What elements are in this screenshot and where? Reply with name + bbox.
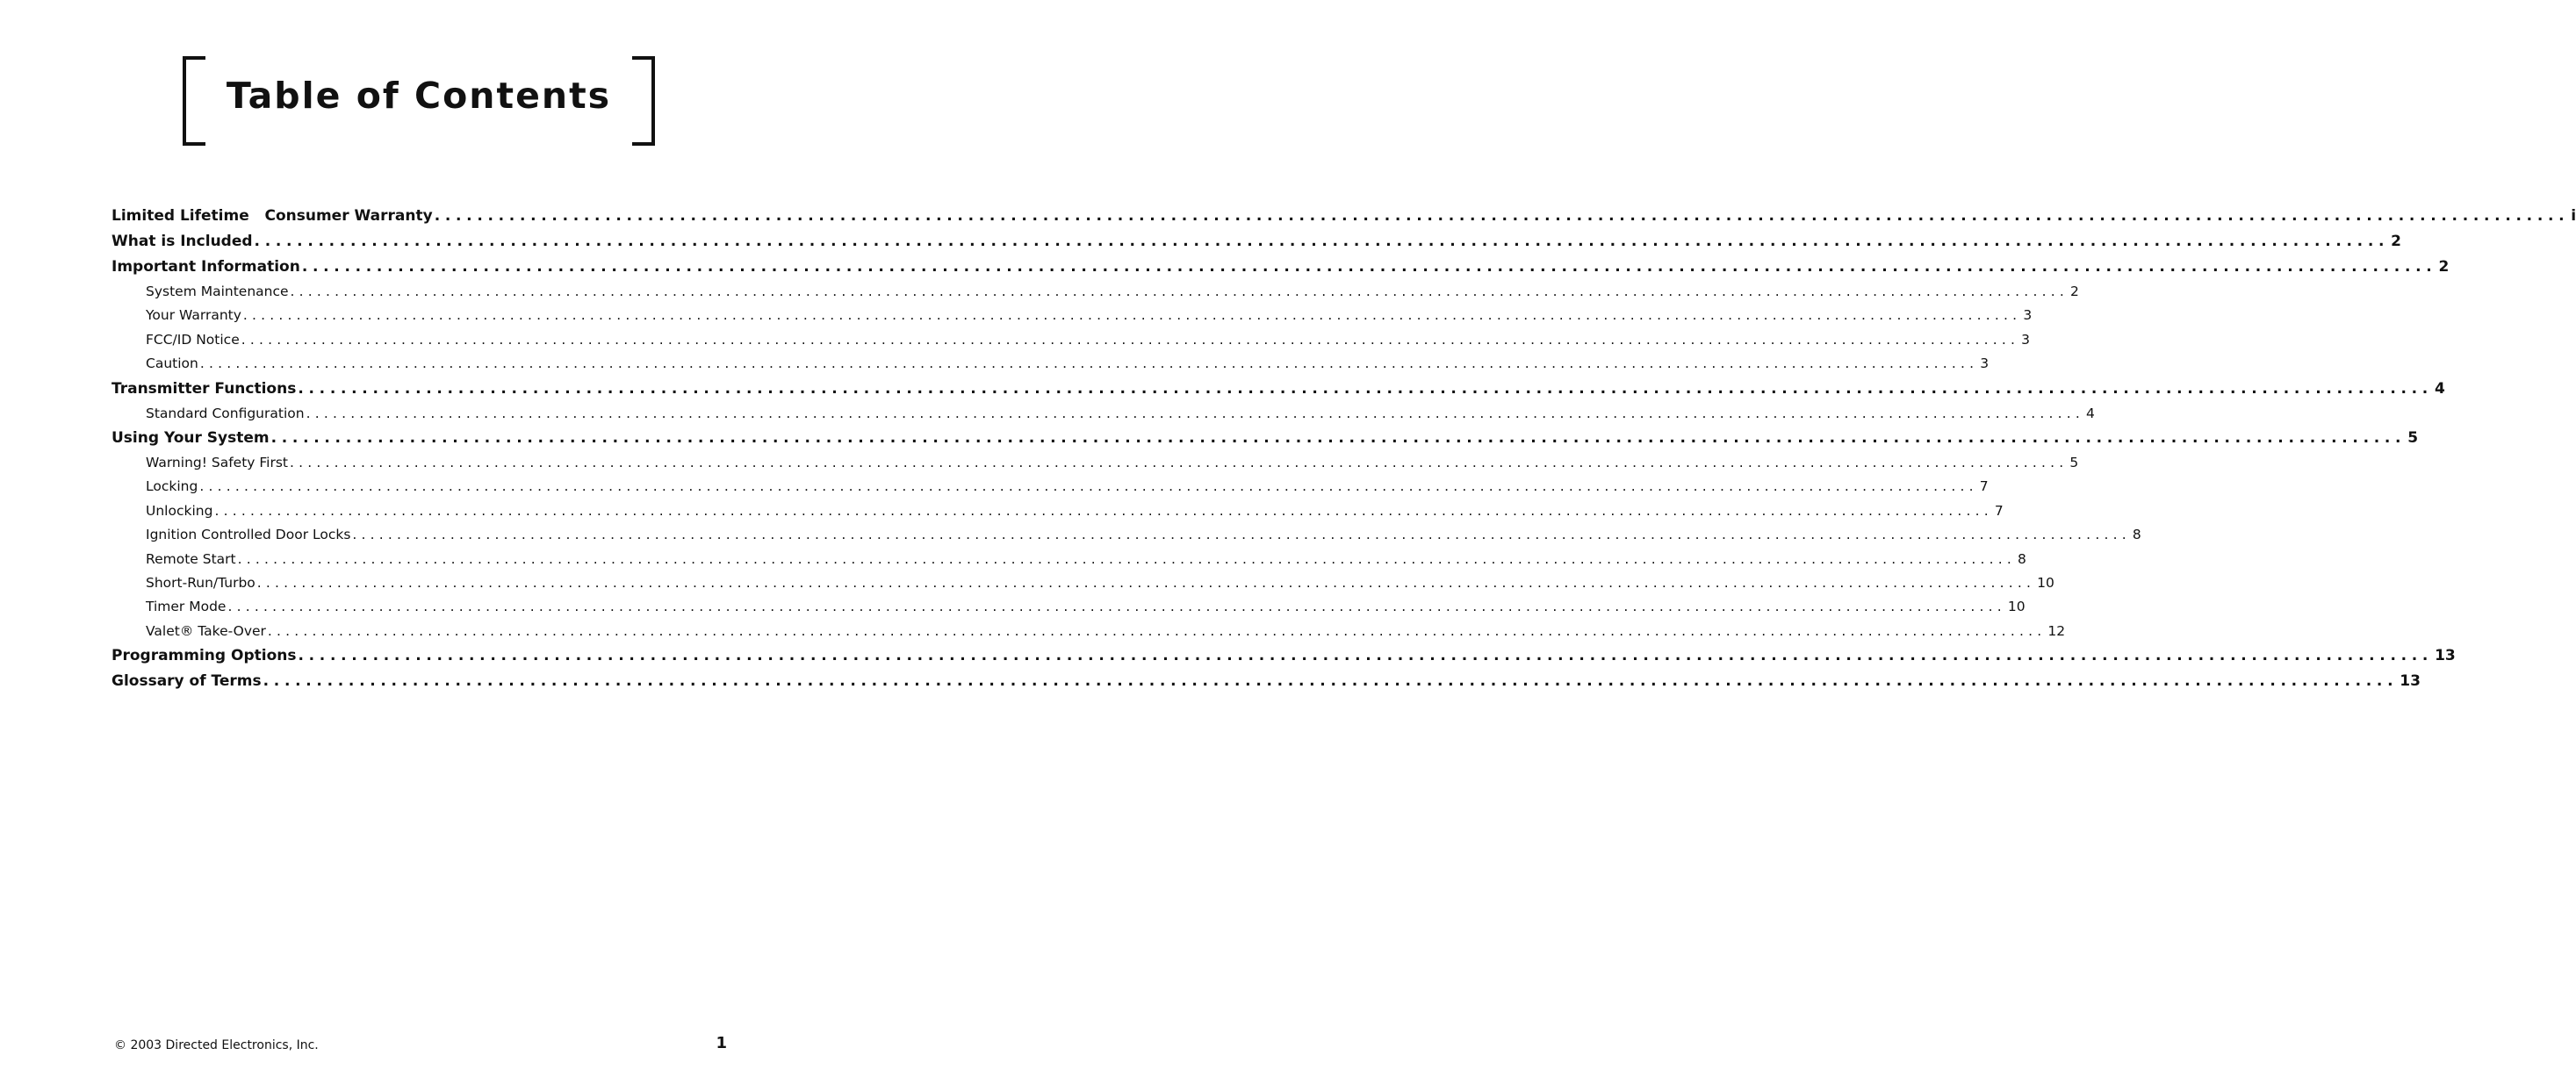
toc-entry-title: Limited Lifetime Consumer Warranty	[112, 207, 433, 225]
toc-subentry	[112, 328, 2031, 352]
toc-entry-title: Important Information	[112, 258, 300, 276]
toc-entry-title: Caution	[146, 355, 198, 372]
toc-page-number: 2	[2438, 258, 2450, 276]
toc-entry	[112, 426, 2419, 451]
dot-leader: ........................................................................................................................................................................................................	[290, 284, 2069, 299]
toc-entry-title: Short-Run/Turbo	[146, 574, 255, 591]
toc-entry-title: Standard Configuration	[146, 405, 305, 421]
toc-page-number: 8	[2018, 550, 2026, 567]
toc-page-number: 12	[2047, 622, 2066, 639]
toc-entry-title: Unlocking	[146, 502, 213, 519]
dot-leader: ........................................................................................................................................................................................................	[298, 379, 2433, 398]
toc-entry-title: Using Your System	[112, 428, 270, 447]
dot-leader: ........................................................................................................................................................................................................	[267, 622, 2047, 639]
toc-subentry	[112, 475, 1989, 499]
toc-subentry	[112, 402, 2095, 426]
dot-leader: ........................................................................................................................................................................................................	[290, 454, 2069, 470]
toc-entry	[112, 669, 2421, 694]
title-bracket-right	[632, 56, 655, 146]
toc-page-number: 7	[1994, 502, 2004, 519]
toc-page-number: 4	[2434, 379, 2445, 398]
toc-entry	[112, 204, 2576, 229]
toc-entry	[112, 229, 2401, 255]
toc-subentry	[112, 352, 1990, 376]
toc-subentry	[112, 548, 2026, 571]
toc-entry-title: Ignition Controlled Door Locks	[146, 527, 351, 543]
toc-page-number: 13	[2400, 672, 2421, 691]
title-bracket-left	[183, 56, 205, 146]
dot-leader: ........................................................................................................................................................................................................	[199, 478, 1978, 495]
toc-entry-title: Transmitter Functions	[112, 379, 297, 398]
toc-entry-title: Glossary of Terms	[112, 672, 262, 691]
dot-leader: ........................................................................................................................................................................................................	[352, 527, 2131, 543]
dot-leader: ........................................................................................................................................................................................................	[263, 672, 2399, 691]
toc-page-number: 7	[1979, 478, 1989, 495]
dot-leader: ........................................................................................................................................................................................................	[254, 233, 2390, 250]
toc-page-number: 4	[2085, 405, 2095, 421]
toc-entry	[112, 643, 2456, 669]
toc-entry-title: What is Included	[112, 233, 253, 250]
page-number: 1	[716, 1034, 727, 1052]
dot-leader: ........................................................................................................................................................................................................	[242, 307, 2022, 324]
dot-leader: ........................................................................................................................................................................................................	[298, 647, 2434, 665]
page-title: Table of Contents	[226, 75, 612, 117]
toc-subentry	[112, 499, 2004, 523]
toc-page-number: 2	[2069, 284, 2079, 299]
toc-page-number: 3	[1980, 355, 1990, 372]
toc-subentry	[112, 571, 2054, 595]
dot-leader: ........................................................................................................................................................................................................	[227, 599, 2006, 615]
dot-leader: ........................................................................................................................................................................................................	[241, 331, 2020, 348]
copyright-notice: © 2003 Directed Electronics, Inc.	[114, 1038, 319, 1052]
dot-leader: ........................................................................................................................................................................................................	[237, 550, 2017, 567]
toc-page-number: 3	[2021, 331, 2031, 348]
toc-subentry	[112, 304, 2033, 327]
toc-page-number: 3	[2023, 307, 2033, 324]
toc-entry	[112, 255, 2450, 280]
dot-leader: ........................................................................................................................................................................................................	[301, 258, 2437, 276]
toc-page-number: i	[2571, 207, 2576, 225]
toc-page-number: 5	[2069, 454, 2079, 470]
dot-leader: ........................................................................................................................................................................................................	[256, 574, 2036, 591]
toc-entry-title: Timer Mode	[146, 599, 227, 615]
dot-leader: ........................................................................................................................................................................................................	[306, 405, 2084, 421]
toc-page-number: 10	[2037, 574, 2054, 591]
table-of-contents	[112, 204, 2576, 694]
toc-subentry	[112, 451, 2079, 475]
dot-leader: ........................................................................................................................................................................................................	[270, 428, 2407, 447]
toc-entry-title: Locking	[146, 478, 198, 495]
toc-page-number: 13	[2435, 647, 2456, 665]
toc-subentry	[112, 280, 2079, 304]
dot-leader: ........................................................................................................................................................................................................	[214, 502, 1993, 519]
toc-entry-title: Remote Start	[146, 550, 236, 567]
toc-entry-title: Your Warranty	[146, 307, 241, 324]
toc-subentry	[112, 523, 2141, 547]
dot-leader: ........................................................................................................................................................................................................	[199, 355, 1979, 372]
toc-subentry	[112, 595, 2026, 619]
toc-page-number: 10	[2007, 599, 2026, 615]
toc-page-number: 8	[2132, 527, 2141, 543]
toc-page-number: 2	[2391, 233, 2401, 250]
dot-leader: ........................................................................................................................................................................................................	[434, 207, 2570, 225]
toc-page-number: 5	[2407, 428, 2419, 447]
toc-entry-title: Programming Options	[112, 647, 297, 665]
toc-subentry	[112, 620, 2066, 643]
toc-entry-title: System Maintenance	[146, 284, 289, 299]
toc-entry-title: FCC/ID Notice	[146, 331, 240, 348]
toc-entry-title: Warning! Safety First	[146, 454, 288, 470]
toc-entry-title: Valet® Take-Over	[146, 622, 266, 639]
toc-entry	[112, 377, 2445, 402]
